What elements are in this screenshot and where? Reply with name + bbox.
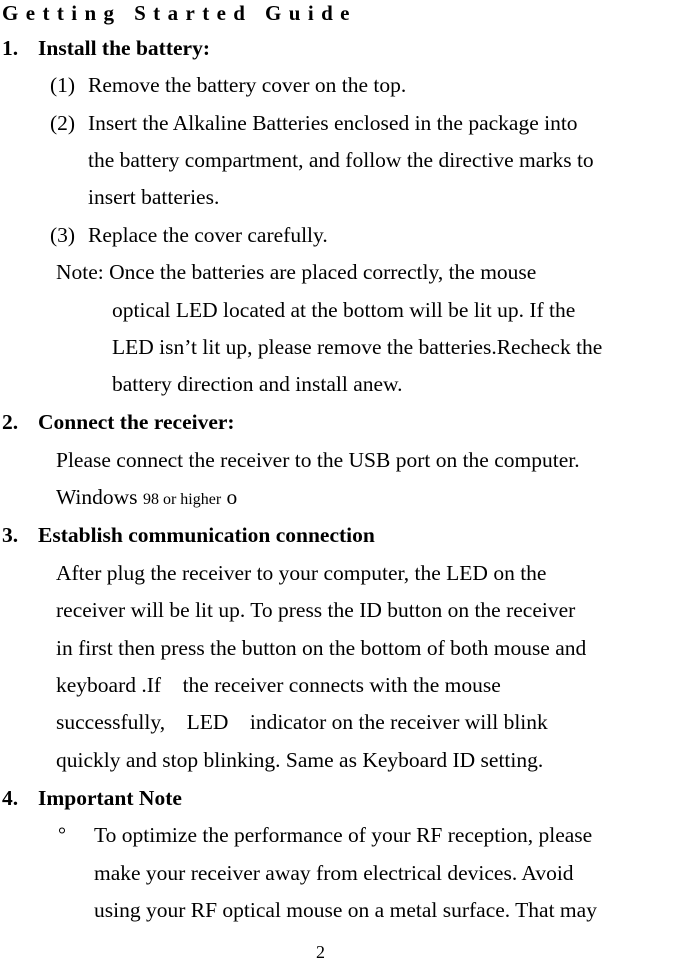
section-2-line-1: Please connect the receiver to the USB port on the computer.	[56, 448, 580, 472]
section-4-line-1: To optimize the performance of your RF reception, please	[94, 823, 593, 847]
windows-prefix: Windows	[56, 485, 138, 509]
section-4-line-3: using your RF optical mouse on a metal surface. That may	[94, 898, 597, 922]
step-1-text: Remove the battery cover on the top.	[88, 73, 407, 97]
step-3-text: Replace the cover carefully.	[88, 223, 328, 247]
note-line-1: Note: Once the batteries are placed correctly, the mouse	[56, 260, 537, 284]
section-3-line-1: After plug the receiver to your computer, the LED on the	[56, 561, 547, 585]
step-2-line-1: Insert the Alkaline Batteries enclosed in the package into	[88, 111, 578, 135]
section-1-heading: Install the battery:	[38, 36, 210, 60]
section-3-line-4: keyboard .If the receiver connects with the mouse	[56, 673, 501, 697]
windows-suffix: o	[226, 485, 238, 509]
bullet-mark: °	[58, 824, 66, 846]
step-1-label: (1)	[50, 73, 76, 97]
section-3-line-6: quickly and stop blinking. Same as Keyboard ID setting.	[56, 748, 544, 772]
section-2-heading: Connect the receiver:	[38, 410, 235, 434]
section-1-number: 1.	[2, 36, 19, 60]
section-4-heading: Important Note	[38, 786, 182, 810]
section-3-line-3: in first then press the button on the bottom of both mouse and	[56, 636, 587, 660]
windows-version: 98 or higher	[142, 491, 222, 508]
note-line-2: optical LED located at the bottom will be lit up. If the	[112, 298, 576, 322]
page-number: 2	[316, 942, 325, 962]
section-3-line-2: receiver will be lit up. To press the ID button on the receiver	[56, 598, 576, 622]
note-line-4: battery direction and install anew.	[112, 372, 403, 396]
section-3-line-5: successfully, LED indicator on the receiver will blink	[56, 710, 548, 734]
section-3-number: 3.	[2, 523, 19, 547]
step-3-label: (3)	[50, 223, 76, 247]
page-title: Getting Started Guide	[2, 1, 357, 25]
windows-requirement	[56, 484, 237, 513]
step-2-line-2: the battery compartment, and follow the directive marks to	[88, 148, 594, 172]
section-2-number: 2.	[2, 410, 19, 434]
step-2-label: (2)	[50, 111, 76, 135]
section-4-number: 4.	[2, 786, 19, 810]
step-2-line-3: insert batteries.	[88, 185, 220, 209]
note-line-3: LED isn’t lit up, please remove the batteries.Recheck the	[112, 335, 603, 359]
section-3-heading: Establish communication connection	[38, 523, 375, 547]
section-4-line-2: make your receiver away from electrical devices. Avoid	[94, 861, 574, 885]
